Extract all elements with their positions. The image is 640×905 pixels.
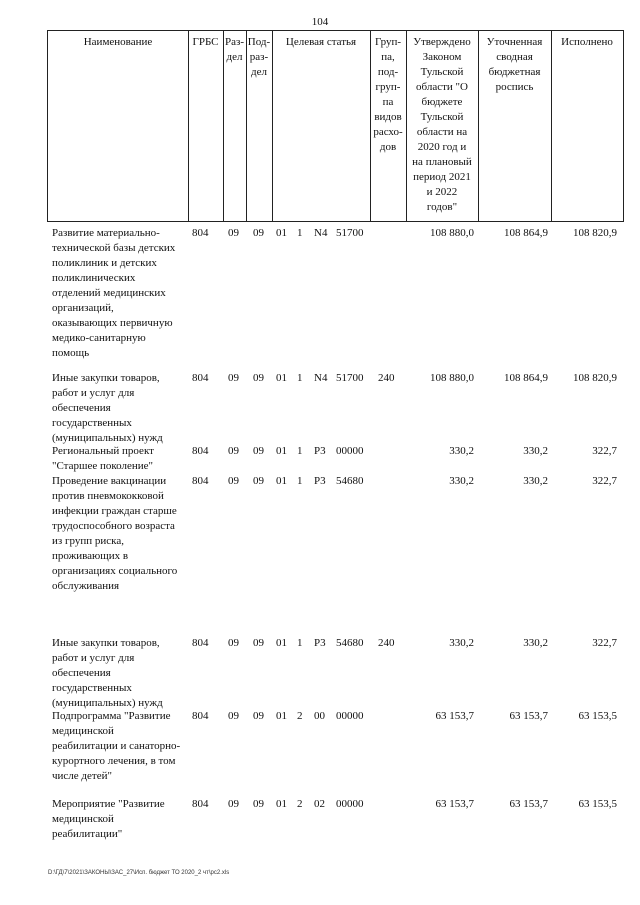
cell-t2: 1 xyxy=(297,372,303,384)
cell-t3: 02 xyxy=(314,798,325,810)
cell-t3: N4 xyxy=(314,372,328,384)
page-number: 104 xyxy=(311,16,329,28)
cell-approved: 330,2 xyxy=(449,475,474,487)
cell-group: 240 xyxy=(378,637,395,649)
cell-executed: 108 820,9 xyxy=(573,372,617,384)
cell-razdel: 09 xyxy=(228,798,239,810)
cell-refined: 108 864,9 xyxy=(504,372,548,384)
cell-t2: 2 xyxy=(297,798,303,810)
cell-podrazdel: 09 xyxy=(253,445,264,457)
cell-t1: 01 xyxy=(276,710,287,722)
header-grbs: ГРБС xyxy=(192,36,219,48)
cell-approved: 63 153,7 xyxy=(435,798,474,810)
cell-t3: P3 xyxy=(314,637,326,649)
row-name: Иные закупки товаров, работ и услуг для обеспечения государственных (муниципальных) нужд xyxy=(52,372,163,444)
row-name: Проведение вакцинации против пневмококковой инфекции граждан старше трудоспособного возраста из групп риска, проживающих в организациях социального обслуживания xyxy=(52,475,178,592)
header-name: Наименование xyxy=(83,36,153,48)
cell-podrazdel: 09 xyxy=(253,372,264,384)
cell-grbs: 804 xyxy=(192,227,209,239)
cell-executed: 322,7 xyxy=(592,637,617,649)
cell-razdel: 09 xyxy=(228,372,239,384)
cell-t2: 1 xyxy=(297,227,303,239)
cell-razdel: 09 xyxy=(228,637,239,649)
column-divider xyxy=(272,30,273,222)
header-executed: Исполнено xyxy=(561,36,613,48)
cell-t3: P3 xyxy=(314,445,326,457)
cell-t1: 01 xyxy=(276,637,287,649)
cell-t3: 00 xyxy=(314,710,325,722)
cell-t4: 00000 xyxy=(336,445,364,457)
cell-t4: 54680 xyxy=(336,475,364,487)
cell-podrazdel: 09 xyxy=(253,710,264,722)
cell-approved: 330,2 xyxy=(449,637,474,649)
cell-t1: 01 xyxy=(276,798,287,810)
file-path-footer: D:\ГД\7\2021\ЗАКОНЫ\ЗАС_27\Исп. бюджет ТО 2020_2 чт\рс2.xls xyxy=(48,870,230,876)
cell-approved: 330,2 xyxy=(449,445,474,457)
cell-razdel: 09 xyxy=(228,710,239,722)
cell-refined: 330,2 xyxy=(523,637,548,649)
cell-t3: P3 xyxy=(314,475,326,487)
cell-podrazdel: 09 xyxy=(253,475,264,487)
cell-t2: 1 xyxy=(297,475,303,487)
header-refined: Уточненная сводная бюджетная роспись xyxy=(486,36,543,93)
cell-group: 240 xyxy=(378,372,395,384)
cell-refined: 108 864,9 xyxy=(504,227,548,239)
header-target: Целевая статья xyxy=(285,36,357,48)
cell-razdel: 09 xyxy=(228,227,239,239)
cell-t3: N4 xyxy=(314,227,328,239)
header-group: Груп- па, под- груп- па видов расхо- дов xyxy=(373,36,403,153)
cell-podrazdel: 09 xyxy=(253,637,264,649)
cell-t2: 2 xyxy=(297,710,303,722)
cell-grbs: 804 xyxy=(192,445,209,457)
cell-grbs: 804 xyxy=(192,475,209,487)
cell-executed: 63 153,5 xyxy=(578,710,617,722)
cell-razdel: 09 xyxy=(228,445,239,457)
cell-t1: 01 xyxy=(276,475,287,487)
cell-executed: 322,7 xyxy=(592,445,617,457)
cell-t4: 54680 xyxy=(336,637,364,649)
header-razdel: Раз- дел xyxy=(224,36,244,63)
cell-executed: 63 153,5 xyxy=(578,798,617,810)
cell-t1: 01 xyxy=(276,227,287,239)
cell-refined: 330,2 xyxy=(523,475,548,487)
cell-grbs: 804 xyxy=(192,710,209,722)
cell-podrazdel: 09 xyxy=(253,227,264,239)
row-name: Развитие материально- технической базы детских поликлиник и детских поликлинических отделений медицинских организаций, оказывающих первичную медико-санитарную помощь xyxy=(52,227,176,359)
cell-approved: 63 153,7 xyxy=(435,710,474,722)
column-divider xyxy=(188,30,189,222)
cell-grbs: 804 xyxy=(192,798,209,810)
cell-refined: 63 153,7 xyxy=(509,798,548,810)
cell-t2: 1 xyxy=(297,637,303,649)
cell-razdel: 09 xyxy=(228,475,239,487)
cell-t4: 00000 xyxy=(336,710,364,722)
cell-refined: 63 153,7 xyxy=(509,710,548,722)
header-podrazdel: Под- раз- дел xyxy=(247,36,271,78)
cell-t4: 51700 xyxy=(336,227,364,239)
cell-t1: 01 xyxy=(276,445,287,457)
cell-t4: 00000 xyxy=(336,798,364,810)
cell-t2: 1 xyxy=(297,445,303,457)
row-name: Иные закупки товаров, работ и услуг для обеспечения государственных (муниципальных) нужд xyxy=(52,637,163,709)
cell-t4: 51700 xyxy=(336,372,364,384)
cell-t1: 01 xyxy=(276,372,287,384)
cell-grbs: 804 xyxy=(192,372,209,384)
cell-executed: 108 820,9 xyxy=(573,227,617,239)
cell-approved: 108 880,0 xyxy=(430,372,474,384)
cell-grbs: 804 xyxy=(192,637,209,649)
cell-executed: 322,7 xyxy=(592,475,617,487)
row-name: Региональный проект "Старшее поколение" xyxy=(52,445,154,472)
header-approved: Утверждено Законом Тульской области "О бюджете Тульской области на 2020 год и на плановый период 2021 и 2022 годов" xyxy=(412,36,472,213)
column-divider xyxy=(551,30,552,222)
row-name: Подпрограмма "Развитие медицинской реабилитации и санаторно- курортного лечения, в том числе детей" xyxy=(52,710,181,782)
cell-refined: 330,2 xyxy=(523,445,548,457)
cell-podrazdel: 09 xyxy=(253,798,264,810)
cell-approved: 108 880,0 xyxy=(430,227,474,239)
row-name: Мероприятие "Развитие медицинской реабилитации" xyxy=(52,798,165,840)
